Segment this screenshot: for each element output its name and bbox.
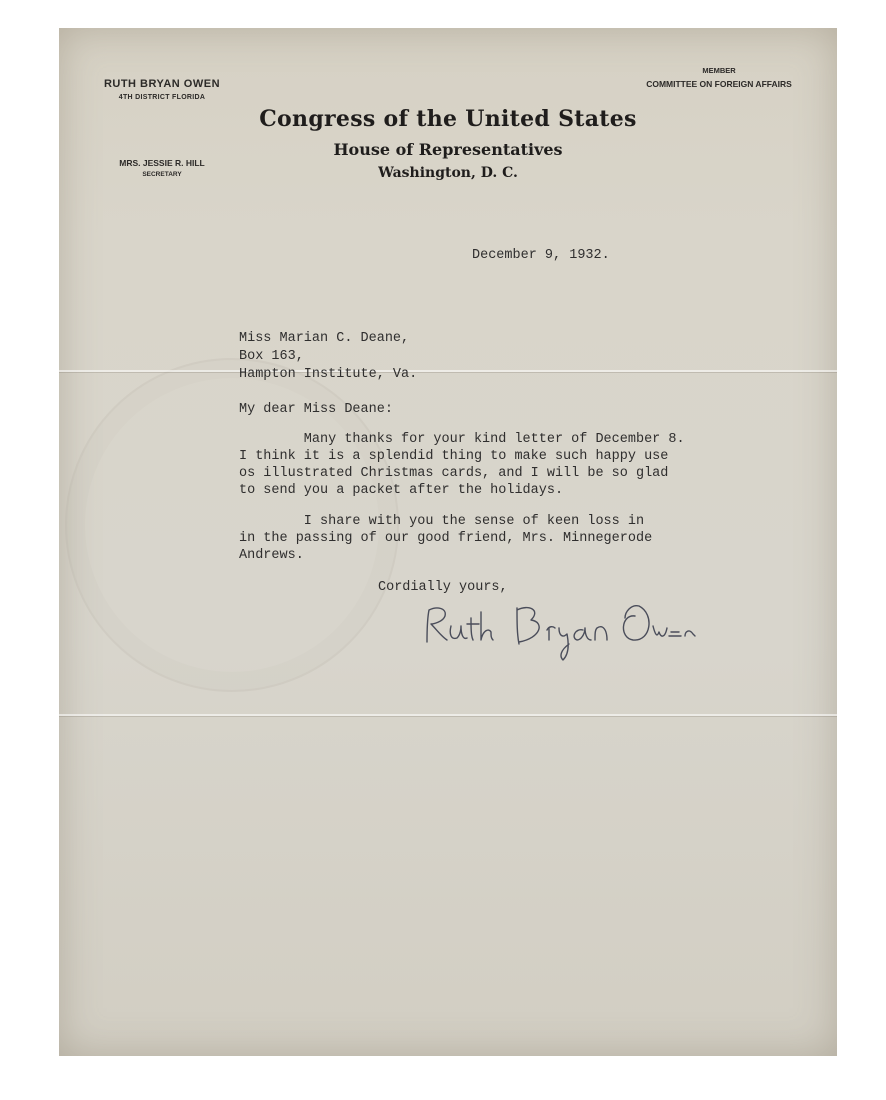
representative-name: RUTH BRYAN OWEN [103,78,221,90]
paragraph-line: to send you a packet after the holidays. [239,483,564,498]
paragraph-line: os illustrated Christmas cards, and I will be so glad [239,466,669,481]
letter-date: December 9, 1932. [472,248,610,263]
paragraph-line: Many thanks for your kind letter of December 8. [239,432,685,447]
paragraph-line: I share with you the sense of keen loss in [239,514,645,529]
secretary-name: MRS. JESSIE R. HILL [119,158,205,168]
paragraph-line: I think it is a splendid thing to make such happy use [239,449,669,464]
salutation: My dear Miss Deane: [239,402,393,417]
letterhead-city: Washington, D. C. [378,165,518,181]
secretary-title: SECRETARY [142,171,182,178]
district-label: 4TH DISTRICT FLORIDA [118,94,206,101]
letter-page [59,28,837,1056]
recipient-line: Box 163, [239,349,304,364]
member-label: MEMBER [702,66,736,75]
fold-line-upper [59,370,837,372]
letterhead-subtitle: House of Representatives [333,140,563,159]
paragraph-line: Andrews. [239,548,304,563]
committee-label: COMMITTEE ON FOREIGN AFFAIRS [646,79,792,89]
paragraph-line: in the passing of our good friend, Mrs. Minnegerode [239,531,653,546]
handwritten-signature [419,594,699,664]
recipient-line: Miss Marian C. Deane, [239,331,410,346]
recipient-line: Hampton Institute, Va. [239,367,418,382]
closing: Cordially yours, [378,580,508,595]
letterhead-title: Congress of the United States [259,106,637,132]
fold-line-lower [59,714,837,716]
